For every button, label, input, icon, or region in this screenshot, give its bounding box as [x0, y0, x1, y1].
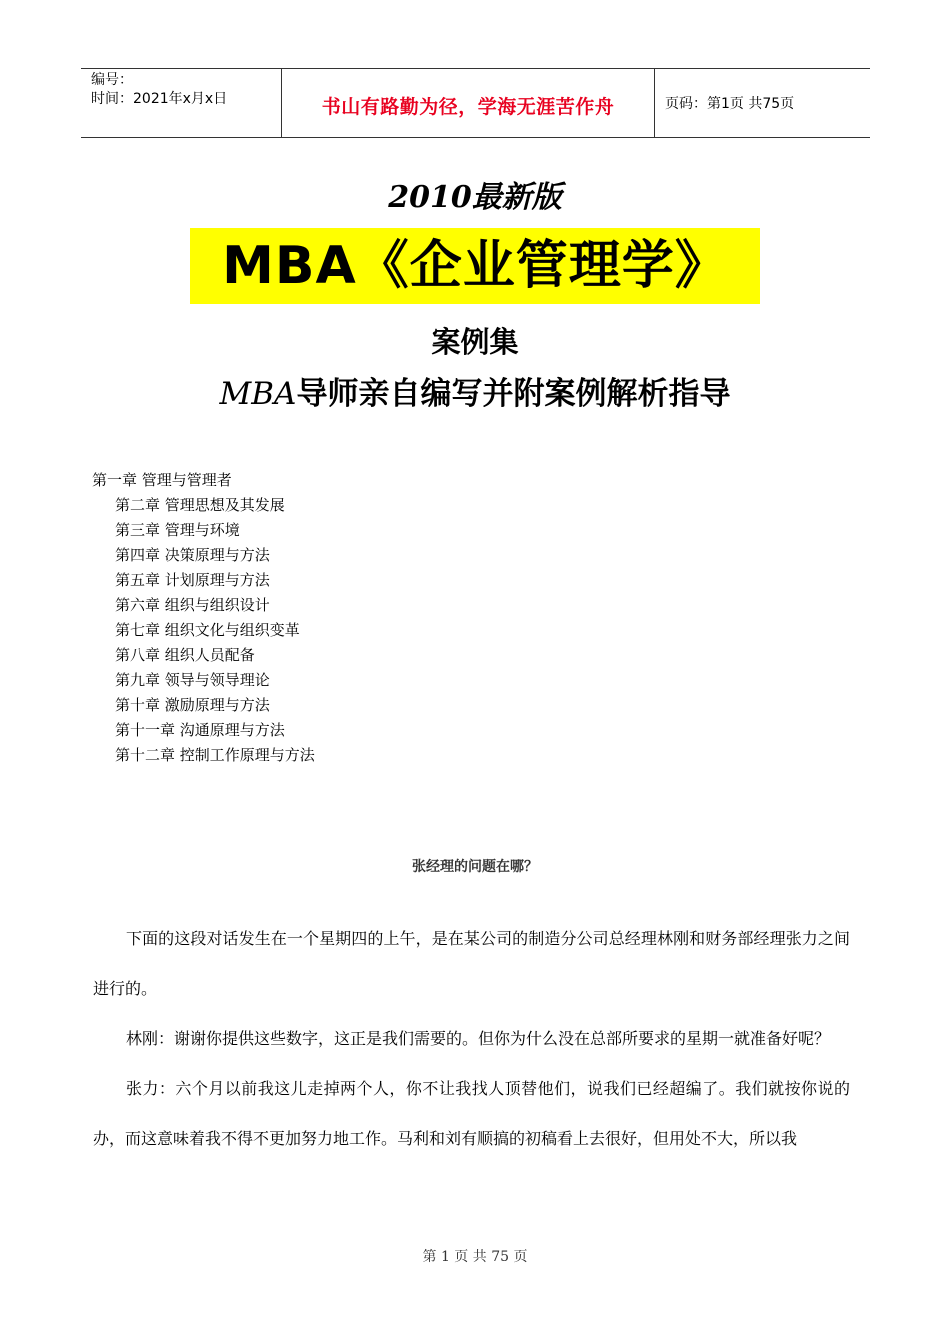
- toc-item: 第二章 管理思想及其发展: [115, 496, 285, 514]
- toc-item: 第八章 组织人员配备: [115, 646, 255, 664]
- article-paragraph: 林刚：谢谢你提供这些数字，这正是我们需要的。但你为什么没在总部所要求的星期一就准备好呢？: [126, 1029, 831, 1048]
- header-motto-cell: [282, 69, 655, 137]
- title-main: MBA《企业管理学》: [190, 228, 760, 304]
- document-number-label: 编号：: [91, 72, 133, 88]
- header-meta: [81, 69, 282, 137]
- toc-item: 第十二章 控制工作原理与方法: [115, 746, 315, 764]
- article-title: 张经理的问题在哪？: [412, 859, 538, 875]
- toc-item: 第十章 激励原理与方法: [115, 696, 270, 714]
- toc-item: 第七章 组织文化与组织变革: [115, 621, 300, 639]
- title-edition: 2010最新版: [388, 180, 562, 215]
- page-footer: 第 1 页 共 75 页: [422, 1249, 528, 1265]
- toc-item: 第五章 计划原理与方法: [115, 571, 270, 589]
- tagline-mba: MBA: [219, 376, 297, 412]
- tagline-text: 导师亲自编写并附案例解析指导: [296, 376, 731, 412]
- title-tagline: [0, 368, 950, 413]
- toc-item: 第一章 管理与管理者: [92, 471, 232, 489]
- toc-item: 第六章 组织与组织设计: [115, 596, 270, 614]
- header-page-count: 页码：第1页 共75页: [665, 96, 795, 112]
- document-date-label: 时间：2021年x月x日: [91, 91, 228, 107]
- header-motto: 书山有路勤为径，学海无涯苦作舟: [321, 95, 615, 118]
- toc-item: 第四章 决策原理与方法: [115, 546, 270, 564]
- toc-item: 第三章 管理与环境: [115, 521, 240, 539]
- table-of-contents: [92, 468, 315, 768]
- article-body: [93, 914, 850, 1164]
- article-paragraph: 下面的这段对话发生在一个星期四的上午，是在某公司的制造分公司总经理林刚和财务部经理张力之间进行的。: [93, 929, 850, 998]
- toc-item: 第十一章 沟通原理与方法: [115, 721, 285, 739]
- article-paragraph: 张力：六个月以前我这儿走掉两个人，你不让我找人顶替他们，说我们已经超编了。我们就按你说的办，而这意味着我不得不更加努力地工作。马利和刘有顺搞的初稿看上去很好，但用处不大，所以我: [93, 1079, 850, 1148]
- document-header: [81, 68, 870, 138]
- toc-item: 第九章 领导与领导理论: [115, 671, 270, 689]
- title-subtitle: 案例集: [431, 325, 519, 359]
